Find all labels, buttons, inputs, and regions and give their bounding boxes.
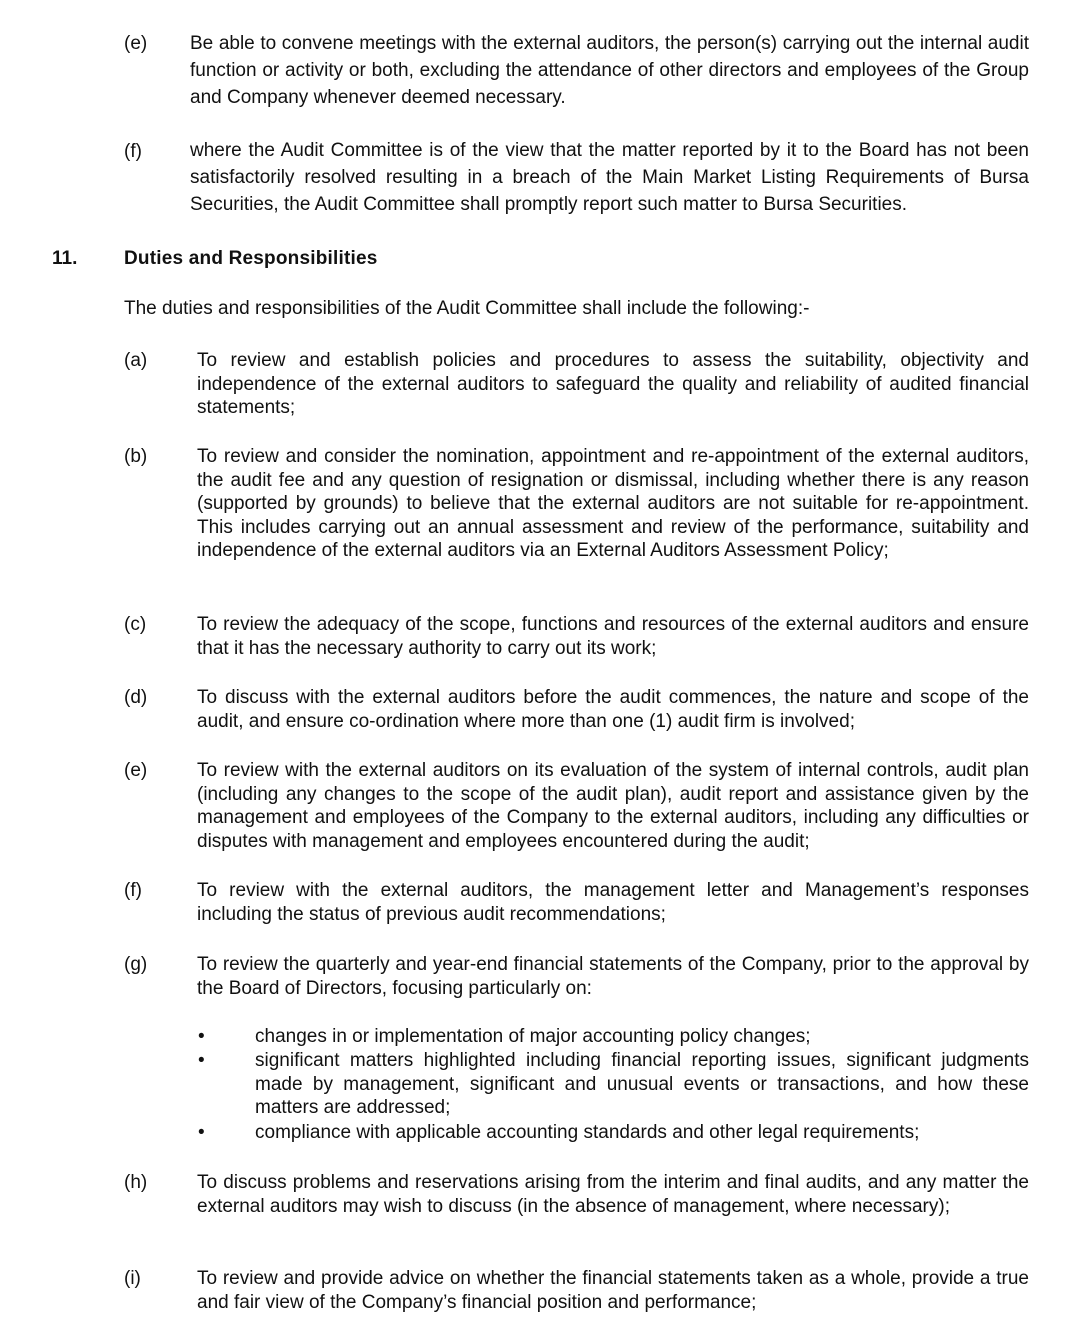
- section-title: Duties and Responsibilities: [124, 248, 378, 269]
- item-label: (g): [124, 954, 148, 975]
- item-label: (e): [124, 760, 148, 781]
- item-text: To discuss problems and reservations arising from the interim and final audits, and any matter the external auditors may wish to discuss (in the absence of management, where necessary);: [197, 1172, 1029, 1217]
- section-intro: The duties and responsibilities of the Audit Committee shall include the following:-: [124, 298, 810, 319]
- item-label: (f): [124, 141, 142, 162]
- item-label: (e): [124, 33, 148, 54]
- item-text: where the Audit Committee is of the view that the matter reported by it to the Board has not been satisfactorily resolved resulting in a breach of the Main Market Listing Requirements of Bursa Securities, the Audit Committee shall promptly report such matter to Bursa Securities.: [190, 140, 1029, 215]
- item-label: (d): [124, 687, 148, 708]
- bullet-marker: •: [198, 1122, 205, 1143]
- section-number: 11.: [52, 248, 78, 269]
- bullet-marker: •: [198, 1026, 205, 1047]
- item-text: To review and consider the nomination, appointment and re-appointment of the external auditors, the audit fee and any question of resignation or dismissal, including whether there is any reason (supported by grounds) to believe that the external auditors are not suitable for re-appointment. This includes carrying out an annual assessment and review of the performance, suitability and independence of the external auditors via an External Auditors Assessment Policy;: [197, 446, 1029, 561]
- item-text: To discuss with the external auditors before the audit commences, the nature and scope of the audit, and ensure co-ordination where more than one (1) audit firm is involved;: [197, 687, 1029, 732]
- item-text: To review with the external auditors, the management letter and Management’s responses including the status of previous audit recommendations;: [197, 880, 1029, 925]
- item-text: To review and provide advice on whether the financial statements taken as a whole, provide a true and fair view of the Company’s financial position and performance;: [197, 1268, 1029, 1313]
- item-text: To review and establish policies and procedures to assess the suitability, objectivity and independence of the external auditors to safeguard the quality and reliability of audited financial statements;: [197, 350, 1029, 418]
- bullet-item: changes in or implementation of major accounting policy changes;: [255, 1026, 811, 1047]
- item-label: (b): [124, 446, 148, 467]
- item-label: (c): [124, 614, 147, 635]
- item-label: (h): [124, 1172, 148, 1193]
- bullet-item: compliance with applicable accounting standards and other legal requirements;: [255, 1122, 920, 1143]
- item-label: (i): [124, 1268, 141, 1289]
- bullet-item: significant matters highlighted including financial reporting issues, significant judgments made by management, significant and unusual events or transactions, and how these matters are addressed;: [255, 1050, 1029, 1118]
- bullet-marker: •: [198, 1050, 205, 1071]
- item-label: (a): [124, 350, 148, 371]
- item-text: To review with the external auditors on its evaluation of the system of internal controls, audit plan (including any changes to the scope of the audit plan), audit report and assistance given by the management and employees of the Company to the external auditors, including any difficulties or disputes with management and employees encountered during the audit;: [197, 760, 1029, 852]
- item-text: To review the adequacy of the scope, functions and resources of the external auditors and ensure that it has the necessary authority to carry out its work;: [197, 614, 1029, 659]
- item-text: Be able to convene meetings with the external auditors, the person(s) carrying out the internal audit function or activity or both, excluding the attendance of other directors and employees of the Group and Company whenever deemed necessary.: [190, 33, 1029, 108]
- item-label: (f): [124, 880, 142, 901]
- item-text: To review the quarterly and year-end financial statements of the Company, prior to the approval by the Board of Directors, focusing particularly on:: [197, 954, 1029, 999]
